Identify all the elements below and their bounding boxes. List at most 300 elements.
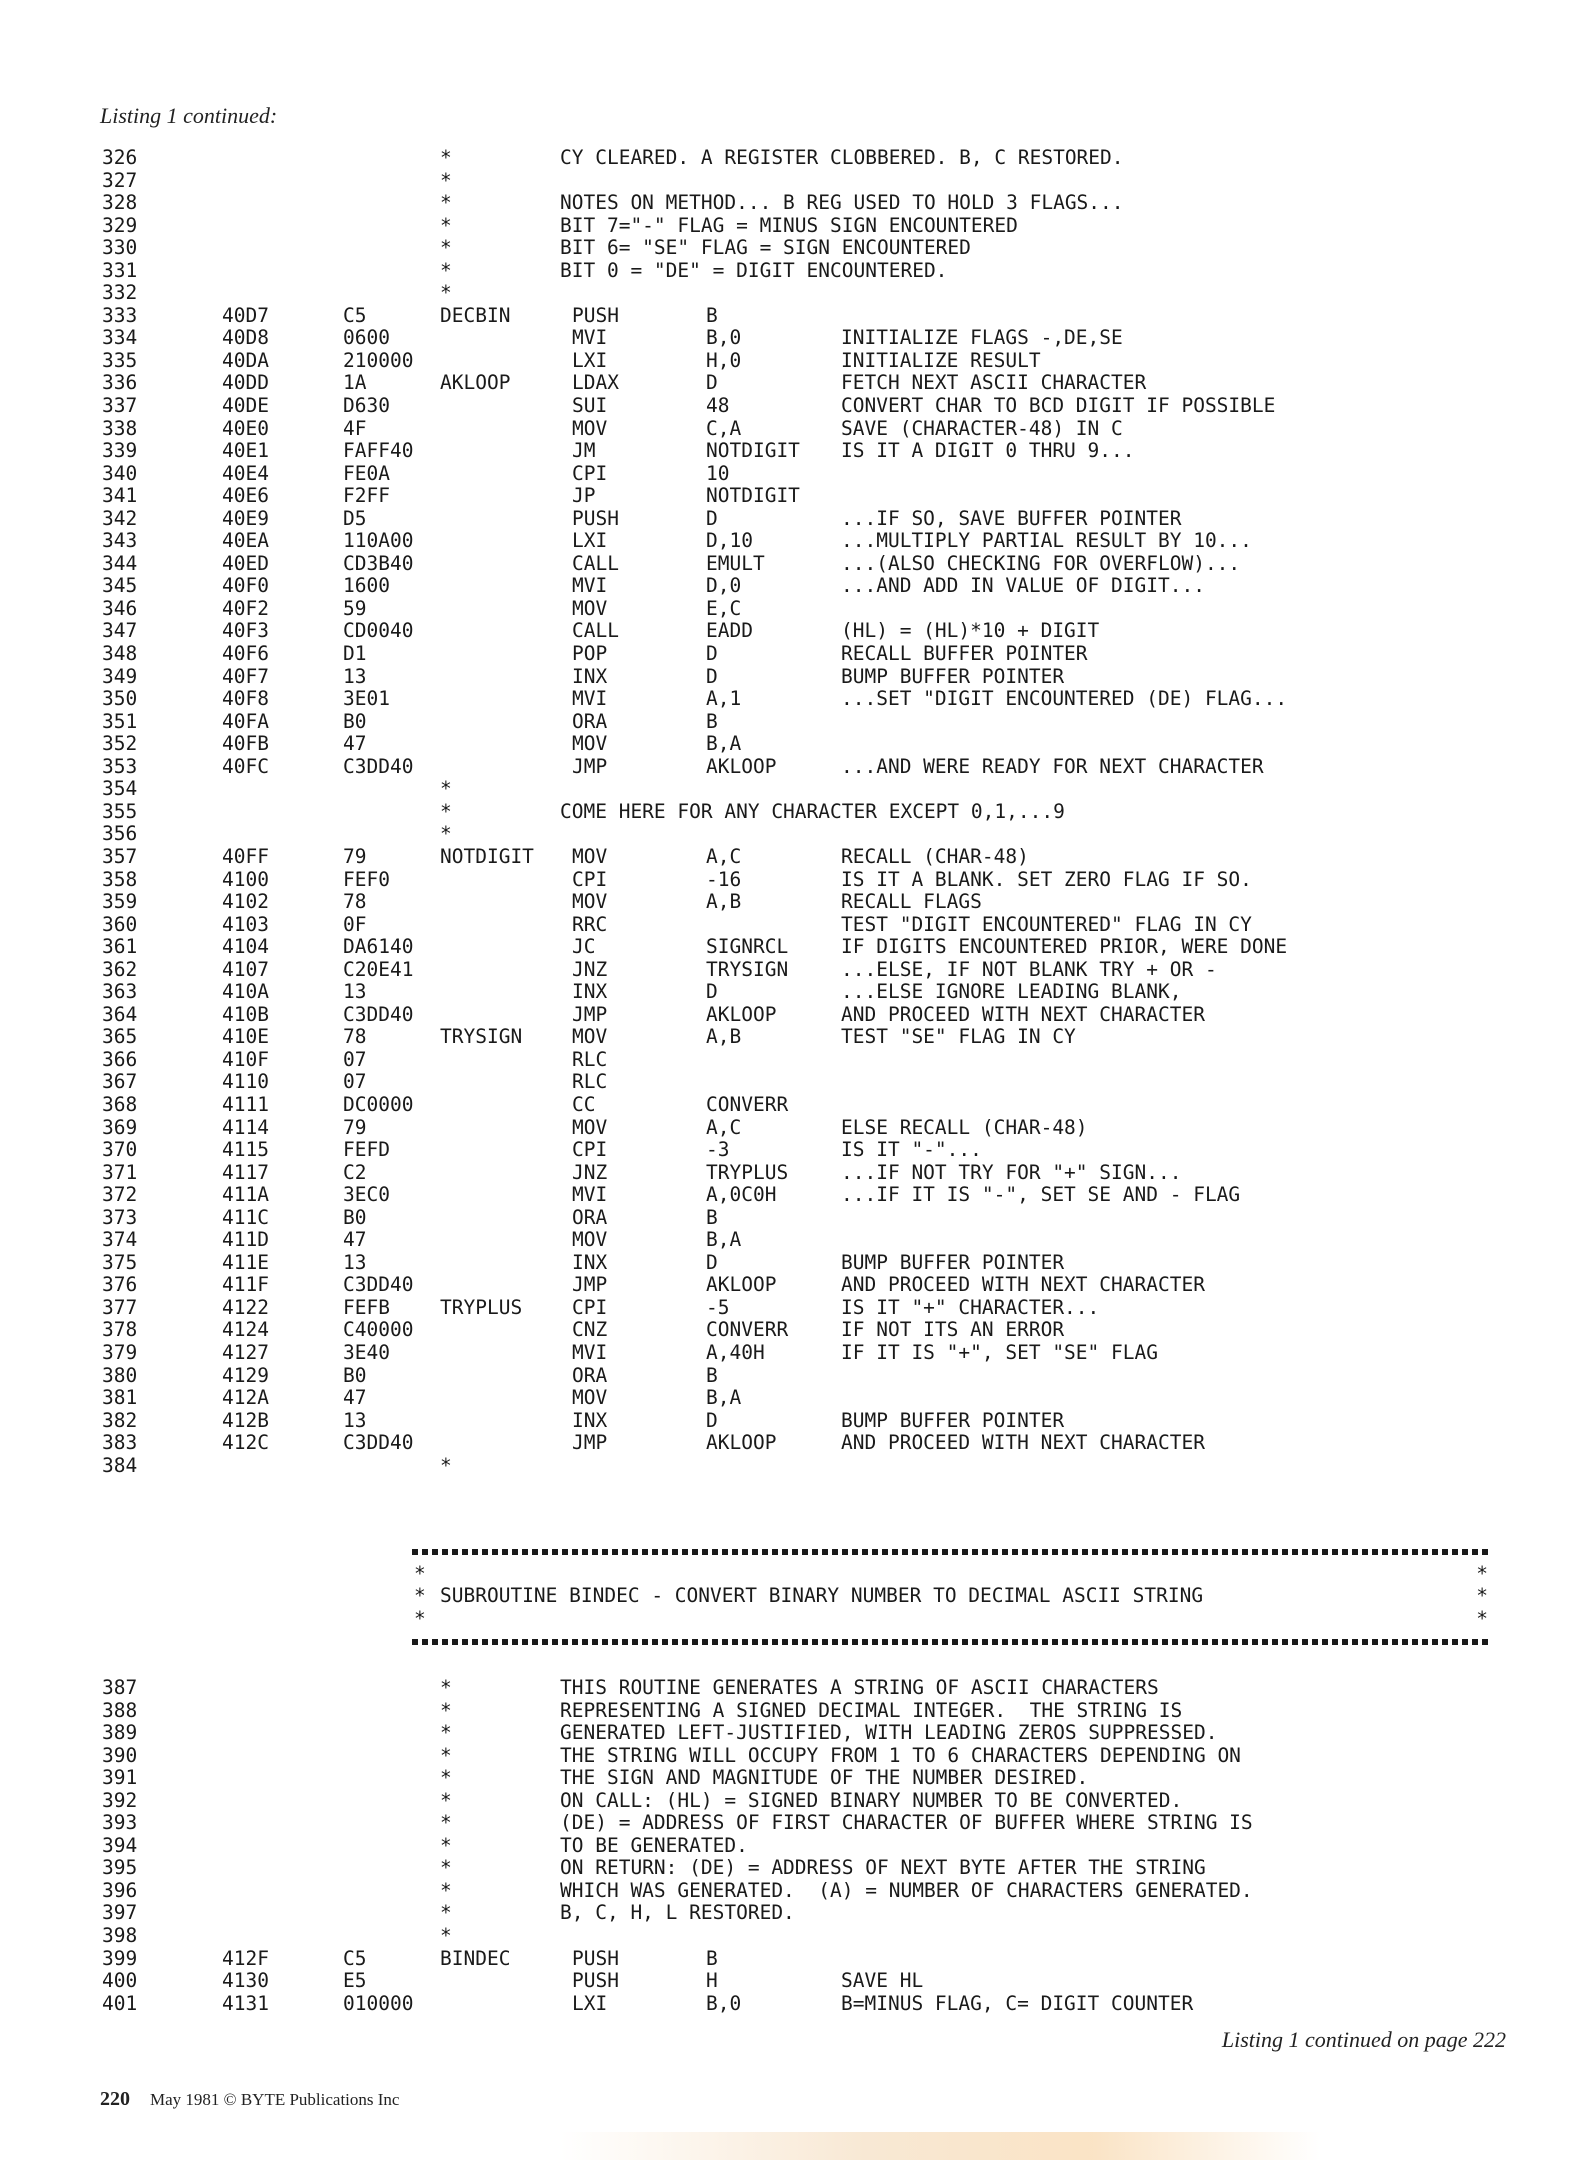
page-number: 220 — [100, 2088, 130, 2110]
listing-caption: Listing 1 continued: — [100, 103, 278, 128]
comment: BUMP BUFFER POINTER — [841, 1250, 1065, 1274]
listing-line — [100, 1094, 1540, 1117]
line-number: 381 — [102, 1386, 138, 1410]
mnemonic: JP — [572, 484, 596, 508]
operand: D — [706, 664, 718, 688]
line-number: 389 — [102, 1721, 138, 1745]
mnemonic: JMP — [572, 754, 608, 778]
comment: RECALL FLAGS — [841, 890, 982, 914]
listing-line — [100, 1812, 1540, 1835]
address: 4122 — [222, 1295, 269, 1319]
listing-line — [100, 823, 1540, 846]
label: NOTDIGIT — [440, 844, 534, 868]
listing-line — [100, 1319, 1540, 1342]
operand: EADD — [706, 619, 753, 643]
listing-line — [100, 1767, 1540, 1790]
listing-line — [100, 666, 1540, 689]
listing-line — [100, 463, 1540, 486]
listing-line — [100, 440, 1540, 463]
line-number: 364 — [102, 1002, 138, 1026]
line-number: 348 — [102, 642, 138, 666]
line-number: 340 — [102, 461, 138, 485]
listing-line — [100, 147, 1540, 170]
comment-marker: * — [440, 281, 452, 305]
object-code: 010000 — [343, 1991, 414, 2015]
object-code: C5 — [343, 1946, 367, 1970]
comment: FETCH NEXT ASCII CHARACTER — [841, 371, 1147, 395]
address: 40FF — [222, 844, 269, 868]
listing-line — [100, 1117, 1540, 1140]
object-code: D5 — [343, 506, 367, 530]
operand: AKLOOP — [706, 1431, 777, 1455]
address: 40ED — [222, 551, 269, 575]
line-number: 387 — [102, 1676, 138, 1699]
mnemonic: INX — [572, 664, 608, 688]
listing-line — [100, 530, 1540, 553]
comment: BUMP BUFFER POINTER — [841, 1408, 1065, 1432]
mnemonic: MVI — [572, 1183, 608, 1207]
object-code: 13 — [343, 664, 367, 688]
line-number: 334 — [102, 326, 138, 350]
comment-marker: * — [440, 1833, 452, 1857]
operand: B,A — [706, 732, 742, 756]
operand: B,A — [706, 1228, 742, 1252]
comment: ...AND WERE READY FOR NEXT CHARACTER — [841, 754, 1264, 778]
line-number: 333 — [102, 303, 138, 327]
comment-marker: * — [440, 777, 452, 801]
comment: IS IT A DIGIT 0 THRU 9... — [841, 439, 1135, 463]
line-number: 357 — [102, 844, 138, 868]
address: 412A — [222, 1386, 269, 1410]
address: 40DA — [222, 348, 269, 372]
mnemonic: LDAX — [572, 371, 619, 395]
address: 40F8 — [222, 687, 269, 711]
object-code: E5 — [343, 1969, 367, 1993]
operand: C,A — [706, 416, 742, 440]
comment: IS IT "+" CHARACTER... — [841, 1295, 1100, 1319]
line-number: 328 — [102, 191, 138, 215]
mnemonic: MOV — [572, 890, 608, 914]
listing-line — [100, 553, 1540, 576]
mnemonic: MOV — [572, 416, 608, 440]
operand: EMULT — [706, 551, 765, 575]
address: 4127 — [222, 1340, 269, 1364]
line-number: 384 — [102, 1453, 138, 1477]
mnemonic: MVI — [572, 1340, 608, 1364]
comment: CONVERT CHAR TO BCD DIGIT IF POSSIBLE — [841, 394, 1276, 418]
comment: ...AND ADD IN VALUE OF DIGIT... — [841, 574, 1205, 598]
mnemonic: CC — [572, 1092, 596, 1116]
line-number: 377 — [102, 1295, 138, 1319]
listing-line — [100, 1857, 1540, 1880]
operand: -3 — [706, 1138, 730, 1162]
line-number: 379 — [102, 1340, 138, 1364]
operand: -16 — [706, 867, 742, 891]
subroutine-banner — [412, 1540, 1490, 1653]
object-code: C3DD40 — [343, 1431, 414, 1455]
comment-marker: * — [440, 213, 452, 237]
line-number: 351 — [102, 709, 138, 733]
comment: BUMP BUFFER POINTER — [841, 664, 1065, 688]
line-number: 375 — [102, 1250, 138, 1274]
mnemonic: CPI — [572, 1138, 608, 1162]
mnemonic: MOV — [572, 1228, 608, 1252]
line-number: 341 — [102, 484, 138, 508]
comment: ...IF SO, SAVE BUFFER POINTER — [841, 506, 1182, 530]
address: 40EA — [222, 529, 269, 553]
comment: IS IT "-"... — [841, 1138, 982, 1162]
object-code: CD0040 — [343, 619, 414, 643]
listing-line — [100, 869, 1540, 892]
object-code: 79 — [343, 844, 367, 868]
line-number: 354 — [102, 777, 138, 801]
mnemonic: JNZ — [572, 957, 608, 981]
object-code: 3E40 — [343, 1340, 390, 1364]
address: 40D7 — [222, 303, 269, 327]
label: TRYSIGN — [440, 1025, 523, 1049]
comment-text: REPRESENTING A SIGNED DECIMAL INTEGER. THE STRING IS — [560, 1698, 1183, 1722]
comment-marker: * — [440, 236, 452, 260]
mnemonic: MVI — [572, 326, 608, 350]
address: 410E — [222, 1025, 269, 1049]
listing-line — [100, 1387, 1540, 1410]
mnemonic: JM — [572, 439, 596, 463]
object-code: FEF0 — [343, 867, 390, 891]
address: 4102 — [222, 890, 269, 914]
operand: B,0 — [706, 1991, 742, 2015]
operand: SIGNRCL — [706, 935, 789, 959]
comment-text: BIT 7="-" FLAG = MINUS SIGN ENCOUNTERED — [560, 213, 1018, 237]
operand: D,0 — [706, 574, 742, 598]
comment: IS IT A BLANK. SET ZERO FLAG IF SO. — [841, 867, 1252, 891]
comment: (HL) = (HL)*10 + DIGIT — [841, 619, 1100, 643]
line-number: 393 — [102, 1811, 138, 1835]
object-code: 47 — [343, 1386, 367, 1410]
operand: H — [706, 1969, 718, 1993]
object-code: 1600 — [343, 574, 390, 598]
page-footer — [100, 2088, 399, 2111]
comment: ...SET "DIGIT ENCOUNTERED (DE) FLAG... — [841, 687, 1288, 711]
comment: IF IT IS "+", SET "SE" FLAG — [841, 1340, 1158, 1364]
line-number: 362 — [102, 957, 138, 981]
object-code: C3DD40 — [343, 754, 414, 778]
address: 412C — [222, 1431, 269, 1455]
mnemonic: LXI — [572, 348, 608, 372]
comment-text: ON CALL: (HL) = SIGNED BINARY NUMBER TO BE CONVERTED. — [560, 1788, 1183, 1812]
operand: B — [706, 1205, 718, 1229]
comment-text: CY CLEARED. A REGISTER CLOBBERED. B, C RESTORED. — [560, 146, 1124, 169]
comment: ...ELSE IGNORE LEADING BLANK, — [841, 980, 1182, 1004]
line-number: 330 — [102, 236, 138, 260]
comment: SAVE HL — [841, 1969, 924, 1993]
mnemonic: MOV — [572, 1025, 608, 1049]
mnemonic: PUSH — [572, 506, 619, 530]
line-number: 331 — [102, 258, 138, 282]
listing-line — [100, 801, 1540, 824]
line-number: 378 — [102, 1318, 138, 1342]
listing-line — [100, 575, 1540, 598]
operand: A,C — [706, 844, 742, 868]
listing-line — [100, 891, 1540, 914]
comment: RECALL (CHAR-48) — [841, 844, 1029, 868]
address: 410A — [222, 980, 269, 1004]
address: 40D8 — [222, 326, 269, 350]
address: 4129 — [222, 1363, 269, 1387]
address: 40DD — [222, 371, 269, 395]
object-code: 13 — [343, 980, 367, 1004]
mnemonic: MOV — [572, 1386, 608, 1410]
mnemonic: ORA — [572, 709, 608, 733]
comment: IF NOT ITS AN ERROR — [841, 1318, 1065, 1342]
address: 40FC — [222, 754, 269, 778]
address: 4110 — [222, 1070, 269, 1094]
object-code: CD3B40 — [343, 551, 414, 575]
line-number: 399 — [102, 1946, 138, 1970]
listing-line — [100, 1162, 1540, 1185]
line-number: 367 — [102, 1070, 138, 1094]
banner-spacer — [412, 1563, 1490, 1586]
listing-line — [100, 1297, 1540, 1320]
comment-text: B, C, H, L RESTORED. — [560, 1901, 795, 1925]
listing-line — [100, 1880, 1540, 1903]
banner-edge-right: * — [1476, 1584, 1488, 1607]
listing-line — [100, 981, 1540, 1004]
mnemonic: RLC — [572, 1070, 608, 1094]
continued-note: Listing 1 continued on page 222 — [1221, 2027, 1506, 2052]
comment: ...IF IT IS "-", SET SE AND - FLAG — [841, 1183, 1241, 1207]
address: 410F — [222, 1047, 269, 1071]
object-code: 3EC0 — [343, 1183, 390, 1207]
listing-line — [100, 1184, 1540, 1207]
listing-line — [100, 1207, 1540, 1230]
line-number: 360 — [102, 912, 138, 936]
mnemonic: MOV — [572, 596, 608, 620]
operand: A,B — [706, 1025, 742, 1049]
mnemonic: SUI — [572, 394, 608, 418]
mnemonic: LXI — [572, 529, 608, 553]
mnemonic: ORA — [572, 1205, 608, 1229]
listing-line — [100, 1677, 1540, 1700]
object-code: C20E41 — [343, 957, 414, 981]
mnemonic: CALL — [572, 551, 619, 575]
comment-text: (DE) = ADDRESS OF FIRST CHARACTER OF BUFFER WHERE STRING IS — [560, 1811, 1253, 1835]
object-code: F2FF — [343, 484, 390, 508]
line-number: 352 — [102, 732, 138, 756]
line-number: 366 — [102, 1047, 138, 1071]
comment-marker: * — [440, 168, 452, 192]
object-code: C2 — [343, 1160, 367, 1184]
mnemonic: MVI — [572, 574, 608, 598]
banner-edge-right: * — [1476, 1606, 1488, 1630]
operand: B — [706, 1363, 718, 1387]
comment-text: BIT 6= "SE" FLAG = SIGN ENCOUNTERED — [560, 236, 971, 260]
listing-line — [100, 282, 1540, 305]
comment-marker: * — [440, 1788, 452, 1812]
comment-marker: * — [440, 1901, 452, 1925]
operand: TRYSIGN — [706, 957, 789, 981]
listing-line — [100, 1410, 1540, 1433]
object-code: 79 — [343, 1115, 367, 1139]
comment-marker: * — [440, 1924, 452, 1948]
line-number: 391 — [102, 1766, 138, 1790]
listing-line — [100, 598, 1540, 621]
line-number: 370 — [102, 1138, 138, 1162]
object-code: 78 — [343, 890, 367, 914]
listing-line — [100, 1700, 1540, 1723]
line-number: 361 — [102, 935, 138, 959]
object-code: DA6140 — [343, 935, 414, 959]
object-code: C3DD40 — [343, 1002, 414, 1026]
object-code: C5 — [343, 303, 367, 327]
object-code: FEFB — [343, 1295, 390, 1319]
line-number: 329 — [102, 213, 138, 237]
operand: 48 — [706, 394, 730, 418]
address: 411C — [222, 1205, 269, 1229]
operand: A,40H — [706, 1340, 765, 1364]
line-number: 363 — [102, 980, 138, 1004]
operand: D — [706, 371, 718, 395]
paper-stain — [560, 2132, 1320, 2160]
comment-marker: * — [440, 799, 452, 823]
mnemonic: PUSH — [572, 303, 619, 327]
line-number: 339 — [102, 439, 138, 463]
object-code: 210000 — [343, 348, 414, 372]
comment-marker: * — [440, 1721, 452, 1745]
listing-line — [100, 756, 1540, 779]
listing-line — [100, 192, 1540, 215]
object-code: 13 — [343, 1408, 367, 1432]
comment: ELSE RECALL (CHAR-48) — [841, 1115, 1088, 1139]
address: 40E0 — [222, 416, 269, 440]
label: TRYPLUS — [440, 1295, 523, 1319]
line-number: 388 — [102, 1698, 138, 1722]
address: 40E9 — [222, 506, 269, 530]
comment-text: BIT 0 = "DE" = DIGIT ENCOUNTERED. — [560, 258, 948, 282]
line-number: 401 — [102, 1991, 138, 2015]
object-code: B0 — [343, 1205, 367, 1229]
address: 40F0 — [222, 574, 269, 598]
banner-edge-left: * — [414, 1606, 426, 1630]
line-number: 376 — [102, 1273, 138, 1297]
operand: A,0C0H — [706, 1183, 777, 1207]
mnemonic: INX — [572, 1408, 608, 1432]
listing-line — [100, 620, 1540, 643]
comment: ...ELSE, IF NOT BLANK TRY + OR - — [841, 957, 1217, 981]
line-number: 380 — [102, 1363, 138, 1387]
comment-text: THIS ROUTINE GENERATES A STRING OF ASCII CHARACTERS — [560, 1676, 1159, 1699]
listing-line — [100, 846, 1540, 869]
listing-line — [100, 778, 1540, 801]
line-number: 335 — [102, 348, 138, 372]
line-number: 365 — [102, 1025, 138, 1049]
object-code: 4F — [343, 416, 367, 440]
mnemonic: CPI — [572, 1295, 608, 1319]
comment-text: NOTES ON METHOD... B REG USED TO HOLD 3 FLAGS... — [560, 191, 1124, 215]
listing-line — [100, 418, 1540, 441]
address: 4115 — [222, 1138, 269, 1162]
mnemonic: JMP — [572, 1002, 608, 1026]
listing-line — [100, 1993, 1540, 2016]
comment-marker: * — [440, 1856, 452, 1880]
comment-text: ON RETURN: (DE) = ADDRESS OF NEXT BYTE AFTER THE STRING — [560, 1856, 1206, 1880]
mnemonic: MVI — [572, 687, 608, 711]
banner-edge-left: * — [414, 1561, 426, 1585]
line-number: 374 — [102, 1228, 138, 1252]
object-code: 1A — [343, 371, 367, 395]
address: 411A — [222, 1183, 269, 1207]
object-code: C40000 — [343, 1318, 414, 1342]
listing-line — [100, 1026, 1540, 1049]
operand: B,A — [706, 1386, 742, 1410]
object-code: 59 — [343, 596, 367, 620]
listing-line — [100, 1722, 1540, 1745]
listing-line — [100, 237, 1540, 260]
operand: D — [706, 642, 718, 666]
comment-marker: * — [440, 1766, 452, 1790]
comment-marker: * — [440, 1878, 452, 1902]
operand: B,0 — [706, 326, 742, 350]
operand: B — [706, 1946, 718, 1970]
comment-marker: * — [440, 1676, 452, 1699]
comment: RECALL BUFFER POINTER — [841, 642, 1088, 666]
operand: CONVERR — [706, 1092, 789, 1116]
comment-marker: * — [440, 191, 452, 215]
object-code: D1 — [343, 642, 367, 666]
mnemonic: CALL — [572, 619, 619, 643]
listing-line — [100, 260, 1540, 283]
mnemonic: PUSH — [572, 1969, 619, 1993]
comment: INITIALIZE RESULT — [841, 348, 1041, 372]
line-number: 395 — [102, 1856, 138, 1880]
address: 412B — [222, 1408, 269, 1432]
listing-line — [100, 1365, 1540, 1388]
comment-marker: * — [440, 1743, 452, 1767]
comment: IF DIGITS ENCOUNTERED PRIOR, WERE DONE — [841, 935, 1288, 959]
comment-text: TO BE GENERATED. — [560, 1833, 748, 1857]
address: 410B — [222, 1002, 269, 1026]
line-number: 383 — [102, 1431, 138, 1455]
line-number: 394 — [102, 1833, 138, 1857]
mnemonic: POP — [572, 642, 608, 666]
line-number: 346 — [102, 596, 138, 620]
line-number: 390 — [102, 1743, 138, 1767]
comment-marker: * — [440, 1698, 452, 1722]
line-number: 327 — [102, 168, 138, 192]
object-code: 07 — [343, 1047, 367, 1071]
address: 40DE — [222, 394, 269, 418]
comment: ...IF NOT TRY FOR "+" SIGN... — [841, 1160, 1182, 1184]
address: 4104 — [222, 935, 269, 959]
listing-line — [100, 215, 1540, 238]
listing-line — [100, 1948, 1540, 1971]
mnemonic: PUSH — [572, 1946, 619, 1970]
line-number: 350 — [102, 687, 138, 711]
comment-text: THE STRING WILL OCCUPY FROM 1 TO 6 CHARACTERS DEPENDING ON — [560, 1743, 1241, 1767]
listing-line — [100, 170, 1540, 193]
operand: CONVERR — [706, 1318, 789, 1342]
line-number: 338 — [102, 416, 138, 440]
mnemonic: MOV — [572, 844, 608, 868]
line-number: 345 — [102, 574, 138, 598]
comment: B=MINUS FLAG, C= DIGIT COUNTER — [841, 1991, 1194, 2015]
listing-line — [100, 1049, 1540, 1072]
mnemonic: ORA — [572, 1363, 608, 1387]
object-code: 110A00 — [343, 529, 414, 553]
comment-text: WHICH WAS GENERATED. (A) = NUMBER OF CHARACTERS GENERATED. — [560, 1878, 1253, 1902]
line-number: 368 — [102, 1092, 138, 1116]
operand: A,B — [706, 890, 742, 914]
operand: NOTDIGIT — [706, 439, 800, 463]
